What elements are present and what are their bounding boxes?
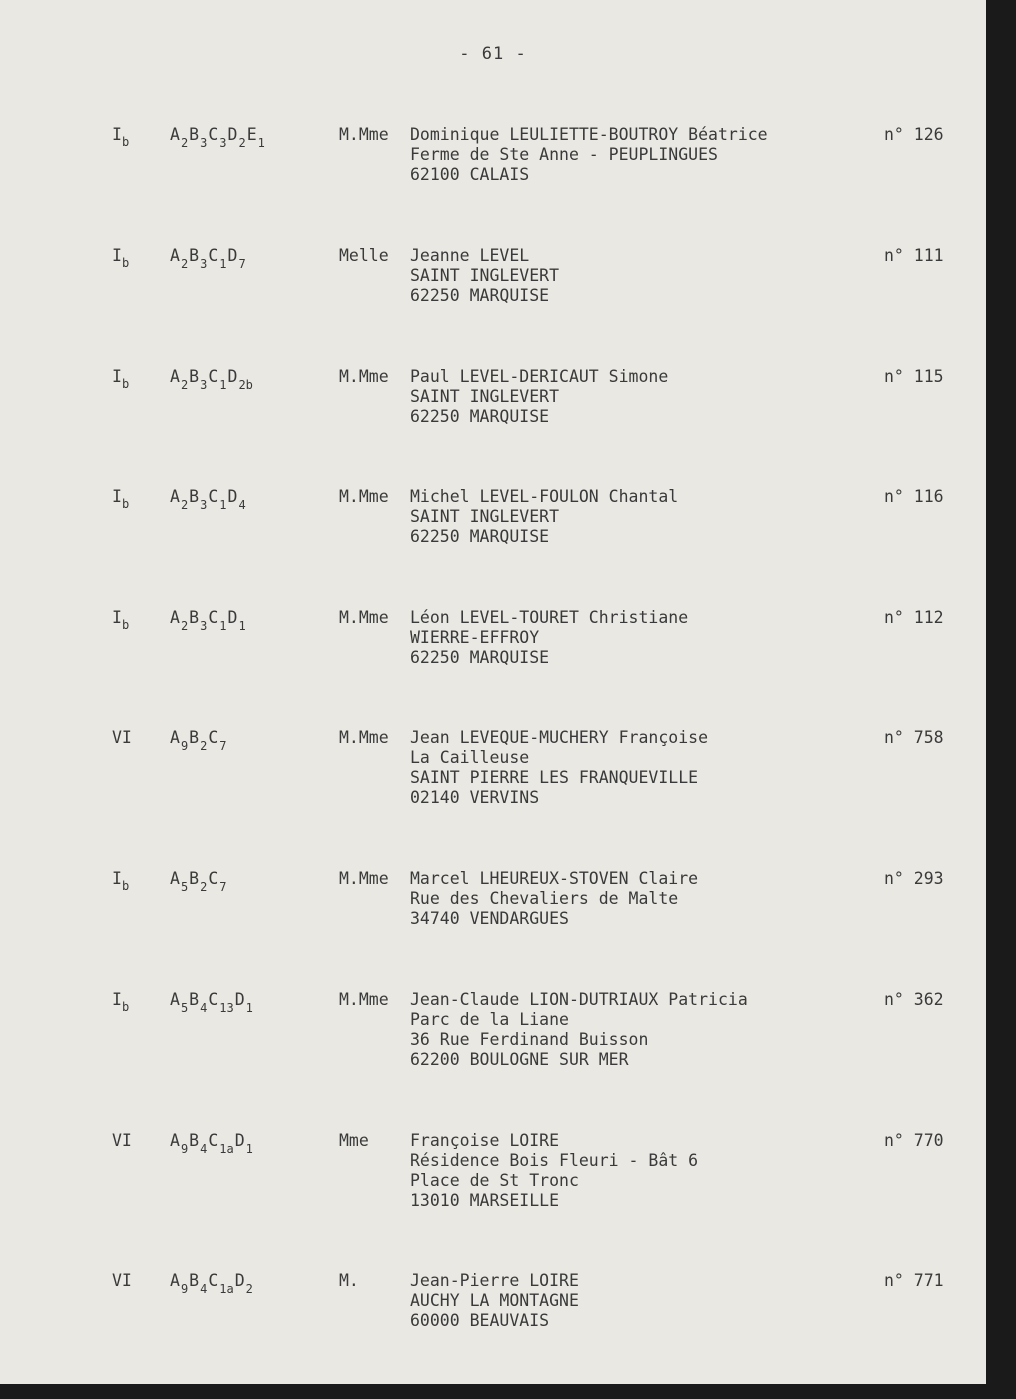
- code-index: 2: [180, 498, 189, 512]
- code-letter: D: [227, 487, 238, 506]
- person-name: Marcel LHEUREUX-STOVEN Claire: [410, 869, 699, 888]
- civility-title: M.Mme: [339, 125, 389, 144]
- genealogy-code: [170, 990, 254, 1018]
- code-index: 3: [200, 257, 208, 271]
- entry-number: n° 111: [884, 246, 944, 265]
- person-name: Jean-Pierre LOIRE: [410, 1271, 579, 1290]
- group-subscript: b: [121, 879, 130, 893]
- address-line: 62250 MARQUISE: [410, 648, 550, 667]
- code-letter: C: [208, 608, 219, 627]
- code-letter: D: [227, 125, 238, 144]
- group-main: VI: [112, 1131, 132, 1150]
- entry-number: n° 771: [884, 1271, 944, 1290]
- code-letter: C: [208, 367, 219, 386]
- group-main: I: [112, 869, 122, 888]
- code-index: 9: [180, 1142, 189, 1156]
- code-index: 3: [219, 136, 227, 150]
- code-letter: A: [170, 246, 180, 265]
- address-line: AUCHY LA MONTAGNE: [410, 1291, 579, 1310]
- code-letter: B: [189, 246, 200, 265]
- address-line: SAINT PIERRE LES FRANQUEVILLE: [410, 768, 699, 787]
- code-index: 1: [245, 1142, 253, 1156]
- code-index: 1a: [219, 1282, 234, 1296]
- code-letter: C: [208, 125, 219, 144]
- group-subscript: b: [121, 377, 130, 391]
- code-index: 2: [200, 739, 208, 753]
- code-index: 1: [245, 1001, 253, 1015]
- entry-number: n° 116: [884, 487, 944, 506]
- code-index: 5: [180, 880, 189, 894]
- code-letter: C: [208, 990, 219, 1009]
- civility-title: M.Mme: [339, 869, 389, 888]
- code-letter: A: [170, 608, 180, 627]
- code-index: 2: [180, 619, 189, 633]
- group-subscript: b: [121, 135, 130, 149]
- genealogy-code: [170, 1131, 254, 1159]
- code-index: 13: [219, 1001, 234, 1015]
- person-name: Jeanne LEVEL: [410, 246, 530, 265]
- code-index: 2: [238, 136, 246, 150]
- person-name: Léon LEVEL-TOURET Christiane: [410, 608, 689, 627]
- person-name: Dominique LEULIETTE-BOUTROY Béatrice: [410, 125, 768, 144]
- genealogy-code: [170, 728, 228, 756]
- person-name: Paul LEVEL-DERICAUT Simone: [410, 367, 669, 386]
- civility-title: M.Mme: [339, 367, 389, 386]
- code-letter: D: [234, 1271, 245, 1290]
- code-index: 1: [257, 136, 265, 150]
- address-line: Rue des Chevaliers de Malte: [410, 889, 679, 908]
- group-main: I: [112, 246, 122, 265]
- code-index: 7: [219, 880, 227, 894]
- code-index: 1: [219, 378, 227, 392]
- group-code: [112, 869, 129, 896]
- entry-number: n° 362: [884, 990, 944, 1009]
- code-index: 3: [200, 498, 208, 512]
- group-main: I: [112, 608, 122, 627]
- code-index: 3: [200, 378, 208, 392]
- person-name: Michel LEVEL-FOULON Chantal: [410, 487, 679, 506]
- address-block: [410, 1271, 579, 1331]
- civility-title: M.Mme: [339, 487, 389, 506]
- address-line: SAINT INGLEVERT: [410, 507, 560, 526]
- code-letter: B: [189, 608, 200, 627]
- group-main: I: [112, 487, 122, 506]
- genealogy-code: [170, 487, 247, 515]
- address-line: 62250 MARQUISE: [410, 527, 550, 546]
- person-name: Françoise LOIRE: [410, 1131, 560, 1150]
- code-letter: B: [189, 367, 200, 386]
- address-line: SAINT INGLEVERT: [410, 387, 560, 406]
- code-letter: A: [170, 367, 180, 386]
- civility-title: Melle: [339, 246, 389, 265]
- group-main: VI: [112, 728, 132, 747]
- person-name: Jean LEVEQUE-MUCHERY Françoise: [410, 728, 709, 747]
- address-line: 62250 MARQUISE: [410, 407, 550, 426]
- code-index: 1: [238, 619, 246, 633]
- code-letter: D: [227, 367, 238, 386]
- civility-title: Mme: [339, 1131, 369, 1150]
- code-index: 2: [245, 1282, 253, 1296]
- address-block: [410, 125, 768, 185]
- group-main: VI: [112, 1271, 132, 1290]
- genealogy-code: [170, 608, 247, 636]
- address-block: [410, 487, 678, 547]
- code-letter: A: [170, 125, 180, 144]
- code-letter: B: [189, 487, 200, 506]
- code-letter: C: [208, 869, 219, 888]
- address-line: La Cailleuse: [410, 748, 530, 767]
- code-index: 4: [200, 1282, 208, 1296]
- code-letter: C: [208, 1271, 219, 1290]
- code-index: 2: [180, 257, 189, 271]
- code-index: 2: [200, 880, 208, 894]
- address-line: 36 Rue Ferdinand Buisson: [410, 1030, 649, 1049]
- code-index: 1: [219, 498, 227, 512]
- address-line: WIERRE-EFFROY: [410, 628, 540, 647]
- person-name: Jean-Claude LION-DUTRIAUX Patricia: [410, 990, 748, 1009]
- code-letter: C: [208, 246, 219, 265]
- group-main: I: [112, 367, 122, 386]
- code-index: 5: [180, 1001, 189, 1015]
- address-line: 60000 BEAUVAIS: [410, 1311, 550, 1330]
- genealogy-code: [170, 869, 228, 897]
- group-code: [112, 487, 129, 514]
- code-letter: D: [227, 608, 238, 627]
- code-letter: A: [170, 869, 180, 888]
- code-index: 7: [219, 739, 227, 753]
- code-index: 2b: [238, 378, 253, 392]
- address-block: [410, 1131, 698, 1211]
- code-letter: B: [189, 1271, 200, 1290]
- address-line: 34740 VENDARGUES: [410, 909, 569, 928]
- address-line: 62100 CALAIS: [410, 165, 530, 184]
- code-index: 1: [219, 619, 227, 633]
- civility-title: M.Mme: [339, 990, 389, 1009]
- code-letter: B: [189, 125, 200, 144]
- code-index: 9: [180, 739, 189, 753]
- page-number: - 61 -: [459, 44, 527, 64]
- code-letter: A: [170, 728, 180, 747]
- code-letter: A: [170, 1131, 180, 1150]
- address-block: [410, 990, 748, 1070]
- group-code: [112, 1271, 132, 1291]
- group-subscript: b: [121, 618, 130, 632]
- entry-number: n° 112: [884, 608, 944, 627]
- entry-number: n° 126: [884, 125, 944, 144]
- code-index: 2: [180, 136, 189, 150]
- address-line: Résidence Bois Fleuri - Bât 6: [410, 1151, 699, 1170]
- group-main: I: [112, 125, 122, 144]
- group-main: I: [112, 990, 122, 1009]
- genealogy-code: [170, 367, 254, 395]
- entry-number: n° 293: [884, 869, 944, 888]
- group-code: [112, 246, 129, 273]
- entry-number: n° 115: [884, 367, 944, 386]
- address-line: Ferme de Ste Anne - PEUPLINGUES: [410, 145, 718, 164]
- code-letter: E: [246, 125, 257, 144]
- code-letter: D: [234, 990, 245, 1009]
- code-index: 1a: [219, 1142, 234, 1156]
- code-letter: C: [208, 487, 219, 506]
- group-code: [112, 1131, 132, 1151]
- code-letter: A: [170, 487, 180, 506]
- code-index: 7: [238, 257, 246, 271]
- civility-title: M.Mme: [339, 728, 389, 747]
- address-block: [410, 367, 668, 427]
- genealogy-code: [170, 1271, 254, 1299]
- address-block: [410, 728, 708, 808]
- code-letter: C: [208, 1131, 219, 1150]
- group-code: [112, 125, 129, 152]
- code-index: 4: [200, 1001, 208, 1015]
- address-block: [410, 869, 698, 929]
- code-letter: A: [170, 990, 180, 1009]
- entry-number: n° 758: [884, 728, 944, 747]
- code-letter: B: [189, 728, 200, 747]
- address-line: 13010 MARSEILLE: [410, 1191, 560, 1210]
- address-line: SAINT INGLEVERT: [410, 266, 560, 285]
- group-code: [112, 728, 132, 748]
- code-index: 2: [180, 378, 189, 392]
- code-letter: B: [189, 1131, 200, 1150]
- code-index: 3: [200, 136, 208, 150]
- code-index: 1: [219, 257, 227, 271]
- code-index: 9: [180, 1282, 189, 1296]
- address-line: 02140 VERVINS: [410, 788, 540, 807]
- group-subscript: b: [121, 256, 130, 270]
- code-letter: B: [189, 869, 200, 888]
- address-line: 62200 BOULOGNE SUR MER: [410, 1050, 629, 1069]
- code-index: 4: [200, 1142, 208, 1156]
- group-subscript: b: [121, 1000, 130, 1014]
- address-line: 62250 MARQUISE: [410, 286, 550, 305]
- group-code: [112, 990, 129, 1017]
- group-code: [112, 367, 129, 394]
- code-index: 4: [238, 498, 246, 512]
- address-block: [410, 246, 559, 306]
- address-block: [410, 608, 688, 668]
- address-line: Parc de la Liane: [410, 1010, 569, 1029]
- genealogy-code: [170, 125, 266, 153]
- civility-title: M.Mme: [339, 608, 389, 627]
- entry-number: n° 770: [884, 1131, 944, 1150]
- code-letter: C: [208, 728, 219, 747]
- code-letter: D: [227, 246, 238, 265]
- code-letter: D: [234, 1131, 245, 1150]
- group-code: [112, 608, 129, 635]
- group-subscript: b: [121, 497, 130, 511]
- civility-title: M.: [339, 1271, 359, 1290]
- code-letter: A: [170, 1271, 180, 1290]
- address-line: Place de St Tronc: [410, 1171, 579, 1190]
- genealogy-code: [170, 246, 247, 274]
- code-index: 3: [200, 619, 208, 633]
- code-letter: B: [189, 990, 200, 1009]
